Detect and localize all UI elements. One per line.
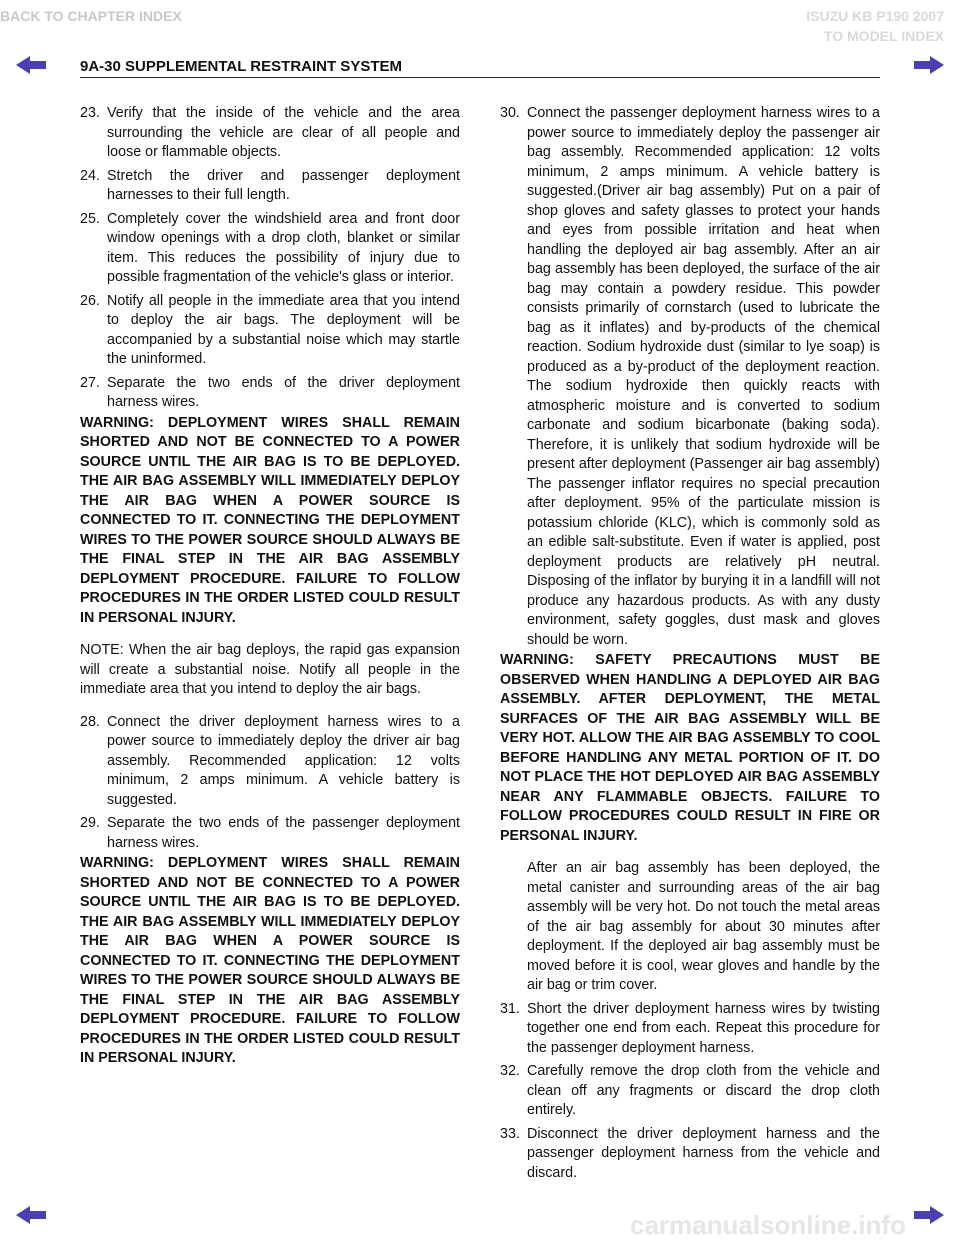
step-number: 29. — [80, 815, 100, 831]
step-number: 27. — [80, 374, 100, 391]
right-column — [500, 104, 880, 1187]
step-text: Completely cover the windshield area and front door window openings with a drop cloth, blanket or similar item. This reduces the possibility of injury due to possible fragmentation of the vehicle's glass or interior. — [107, 210, 460, 285]
step-item — [500, 1062, 880, 1121]
back-to-chapter-index-link[interactable]: BACK TO CHAPTER INDEX — [0, 8, 182, 24]
step-text: Notify all people in the immediate area that you intend to deploy the air bags. The deployment will be accompanied by a substantial noise which may startle the uninformed. — [107, 292, 460, 367]
step-number: 25. — [80, 210, 100, 227]
step-item — [80, 167, 460, 206]
step-text: Verify that the inside of the vehicle and the area surrounding the vehicle are clear of all people and loose or flammable objects. — [107, 105, 460, 160]
step-item — [80, 814, 460, 853]
step-item — [500, 1000, 880, 1059]
step-text: Connect the passenger deployment harness wires to a power source to immediately deploy the passenger air bag assembly. Recommended application: 12 volts minimum, 2 amps minimum. A vehicle battery is suggested.(Driver air bag assembly) Put on a pair of shop gloves and safety glasses to protect your hands and eyes from possible irritation and heat when handling the deployed air bag assembly. After an air bag assembly has been deployed, the surface of the air bag may contain a powdery residue. This powder consists primarily of cornstarch (used to lubricate the bag as it inflates) and by-products of the chemical reaction. Sodium hydroxide dust (similar to lye soap) is produced as a by-product of the deployment reaction. The sodium hydroxide then quickly reacts with atmospheric moisture and is converted to sodium carbonate and sodium bicarbonate (baking soda). Therefore, it is unlikely that sodium hydroxide will be present after deployment (Passenger air bag assembly) The passenger inflator requires no special precaution after deployment. 95% of the particulate mission is potassium chloride (KLC), which is commonly sold as an edible salt-substitute. Even if water is applied, post deployment products are relatively pH neutral. Disposing of the inflator by burying it in a landfill will not produce any hazardous products. As with any dusty environment, safety goggles, dust mask and gloves should be worn. — [527, 105, 880, 648]
next-page-arrow-icon[interactable] — [914, 1206, 944, 1224]
step-item — [500, 104, 880, 650]
model-index-link[interactable]: TO MODEL INDEX — [823, 28, 944, 44]
info-paragraph: After an air bag assembly has been deployed, the metal canister and surrounding areas of the air bag assembly will be very hot. Do not touch the metal areas of the air bag assembly for about 30 minutes after deployment. If the deployed air bag assembly must be moved before it is cool, wear gloves and handle by the air bag or trim cover. — [527, 860, 880, 993]
step-number: 30. — [500, 105, 520, 121]
step-text: Separate the two ends of the driver deployment harness wires. — [107, 374, 460, 410]
step-item — [500, 1125, 880, 1184]
step-list — [500, 1000, 880, 1184]
step-number: 28. — [80, 713, 100, 730]
step-item — [80, 374, 460, 413]
step-item — [80, 104, 460, 163]
left-column — [80, 104, 460, 1082]
watermark-url: carmanualsonline.info — [630, 1210, 906, 1240]
step-list — [80, 713, 460, 854]
step-item — [80, 210, 460, 288]
step-item — [80, 713, 460, 811]
page-header-title: 9A-30 SUPPLEMENTAL RESTRAINT SYSTEM — [80, 58, 402, 75]
previous-page-arrow-icon[interactable] — [16, 1206, 46, 1224]
step-list — [80, 104, 460, 413]
step-text: Stretch the driver and passenger deployment harnesses to their full length. — [107, 167, 460, 203]
step-text: Short the driver deployment harness wires by twisting together one end from each. Repeat this procedure for the passenger deployment harness. — [527, 1000, 880, 1056]
warning-block: WARNING: DEPLOYMENT WIRES SHALL REMAIN SHORTED AND NOT BE CONNECTED TO A POWER SOURCE UNTIL THE AIR BAG IS TO BE DEPLOYED. THE AIR BAG ASSEMBLY WILL IMMEDIATELY DEPLOY THE AIR BAG WHEN A POWER SOURCE IS CONNECTED TO IT. CONNECTING THE DEPLOYMENT WIRES TO THE POWER SOURCE SHOULD ALWAYS BE THE FINAL STEP IN THE AIR BAG ASSEMBLY DEPLOYMENT PROCEDURE. FAILURE TO FOLLOW PROCEDURES IN THE ORDER LISTED COULD RESULT IN PERSONAL INJURY. — [80, 855, 460, 1066]
step-number: 33. — [500, 1125, 520, 1142]
previous-page-arrow-icon[interactable] — [16, 56, 46, 74]
header-divider — [80, 77, 880, 78]
step-text: Disconnect the driver deployment harness and the passenger deployment harness from the vehicle and discard. — [527, 1125, 880, 1181]
step-number: 23. — [80, 105, 100, 121]
next-page-arrow-icon[interactable] — [914, 56, 944, 74]
step-item — [80, 292, 460, 370]
warning-block: WARNING: SAFETY PRECAUTIONS MUST BE OBSERVED WHEN HANDLING A DEPLOYED AIR BAG ASSEMBLY. AFTER DEPLOYMENT, THE METAL SURFACES OF THE AIR BAG ASSEMBLY WILL BE VERY HOT. ALLOW THE AIR BAG ASSEMBLY TO COOL BEFORE HANDLING ANY METAL PORTION OF IT. DO NOT PLACE THE HOT DEPLOYED AIR BAG ASSEMBLY NEAR ANY FLAMMABLE OBJECTS. FAILURE TO FOLLOW PROCEDURES COULD RESULT IN FIRE OR PERSONAL INJURY. — [500, 652, 880, 844]
step-number: 24. — [80, 167, 100, 184]
step-text: Separate the two ends of the passenger deployment harness wires. — [107, 815, 460, 851]
model-title-link[interactable]: ISUZU KB P190 2007 — [806, 8, 944, 24]
step-number: 26. — [80, 292, 100, 309]
note-block: NOTE: When the air bag deploys, the rapid gas expansion will create a substantial noise. Notify all people in the immediate area that you intend to deploy the air bags. — [80, 642, 460, 697]
step-text: Carefully remove the drop cloth from the vehicle and clean off any fragments or discard the drop cloth entirely. — [527, 1063, 880, 1118]
warning-block: WARNING: DEPLOYMENT WIRES SHALL REMAIN SHORTED AND NOT BE CONNECTED TO A POWER SOURCE UNTIL THE AIR BAG IS TO BE DEPLOYED. THE AIR BAG ASSEMBLY WILL IMMEDIATELY DEPLOY THE AIR BAG WHEN A POWER SOURCE IS CONNECTED TO IT. CONNECTING THE DEPLOYMENT WIRES TO THE POWER SOURCE SHOULD ALWAYS BE THE FINAL STEP IN THE AIR BAG ASSEMBLY DEPLOYMENT PROCEDURE. FAILURE TO FOLLOW PROCEDURES IN THE ORDER LISTED COULD RESULT IN PERSONAL INJURY. — [80, 414, 460, 626]
step-number: 32. — [500, 1063, 520, 1079]
step-text: Connect the driver deployment harness wires to a power source to immediately deploy the driver air bag assembly. Recommended application: 12 volts minimum, 2 amps minimum. A vehicle battery is suggested. — [107, 713, 460, 808]
step-number: 31. — [500, 1000, 520, 1017]
